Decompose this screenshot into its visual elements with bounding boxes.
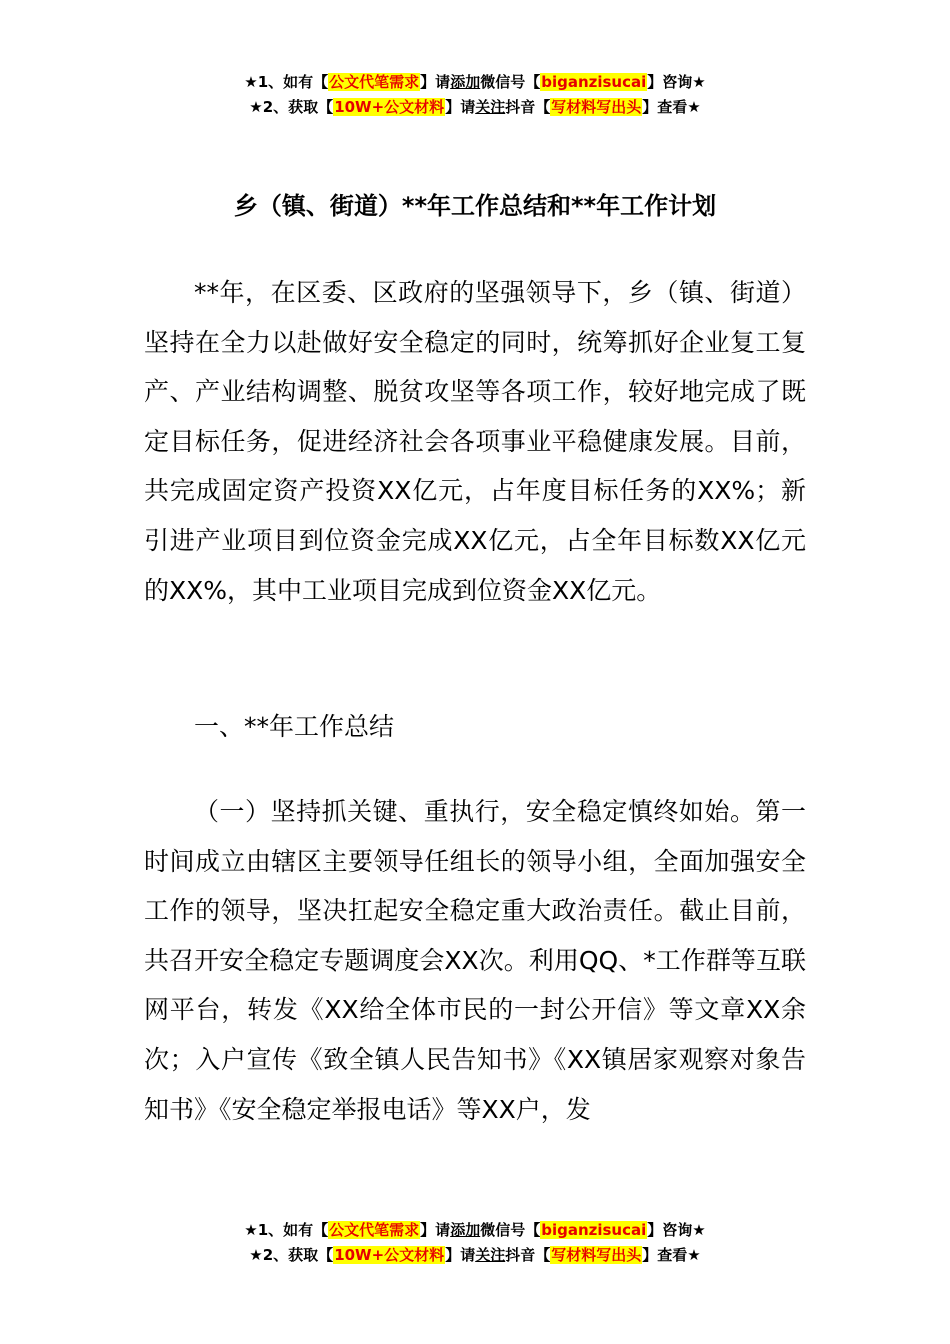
banner-line-1: ★1、如有【公文代笔需求】请添加微信号【biganzisucai】咨询★ [244,73,706,91]
highlight-douyin-account: 写材料写出头 [551,1246,642,1264]
highlight-ghostwriting: 公文代笔需求 [329,1221,420,1239]
intro-paragraph: **年，在区委、区政府的坚强领导下，乡（镇、街道）坚持在全力以赴做好安全稳定的同时，统筹抓好企业复工复产、产业结构调整、脱贫攻坚等各项工作，较好地完成了既定目标任务，促进经济社会各项事业平稳健康发展。目前，共完成固定资产投资XX亿元，占年度目标任务的XX%；新引进产业项目到位资金完成XX亿元，占全年目标数XX亿元的XX%，其中工业项目完成到位资金XX亿元。 [144,278,806,605]
highlight-wechat-id: biganzisucai [541,73,647,91]
footer-banner [0,1218,950,1268]
highlight-materials: 10W+公文材料 [334,1246,445,1264]
highlight-douyin-account: 写材料写出头 [551,98,642,116]
banner-line-2: ★2、获取【10W+公文材料】请关注抖音【写材料写出头】查看★ [249,1246,701,1264]
body-paragraph: （一）坚持抓关键、重执行，安全稳定慎终如始。第一时间成立由辖区主要领导任组长的领导小组，全面加强安全工作的领导，坚决扛起安全稳定重大政治责任。截止目前，共召开安全稳定专题调度会XX次。利用QQ、*工作群等互联网平台，转发《XX给全体市民的一封公开信》等文章XX余次；入户宣传《致全镇人民告知书》《XX镇居家观察对象告知书》《安全稳定举报电话》等XX户，发 [144,797,806,1124]
highlight-wechat-id: biganzisucai [541,1221,647,1239]
document-title: 乡（镇、街道）**年工作总结和**年工作计划 [233,192,717,220]
banner-line-2: ★2、获取【10W+公文材料】请关注抖音【写材料写出头】查看★ [249,98,701,116]
highlight-ghostwriting: 公文代笔需求 [329,73,420,91]
section-heading: 一、**年工作总结 [194,712,395,741]
banner-line-1: ★1、如有【公文代笔需求】请添加微信号【biganzisucai】咨询★ [244,1221,706,1239]
highlight-materials: 10W+公文材料 [334,98,445,116]
header-banner [0,70,950,120]
